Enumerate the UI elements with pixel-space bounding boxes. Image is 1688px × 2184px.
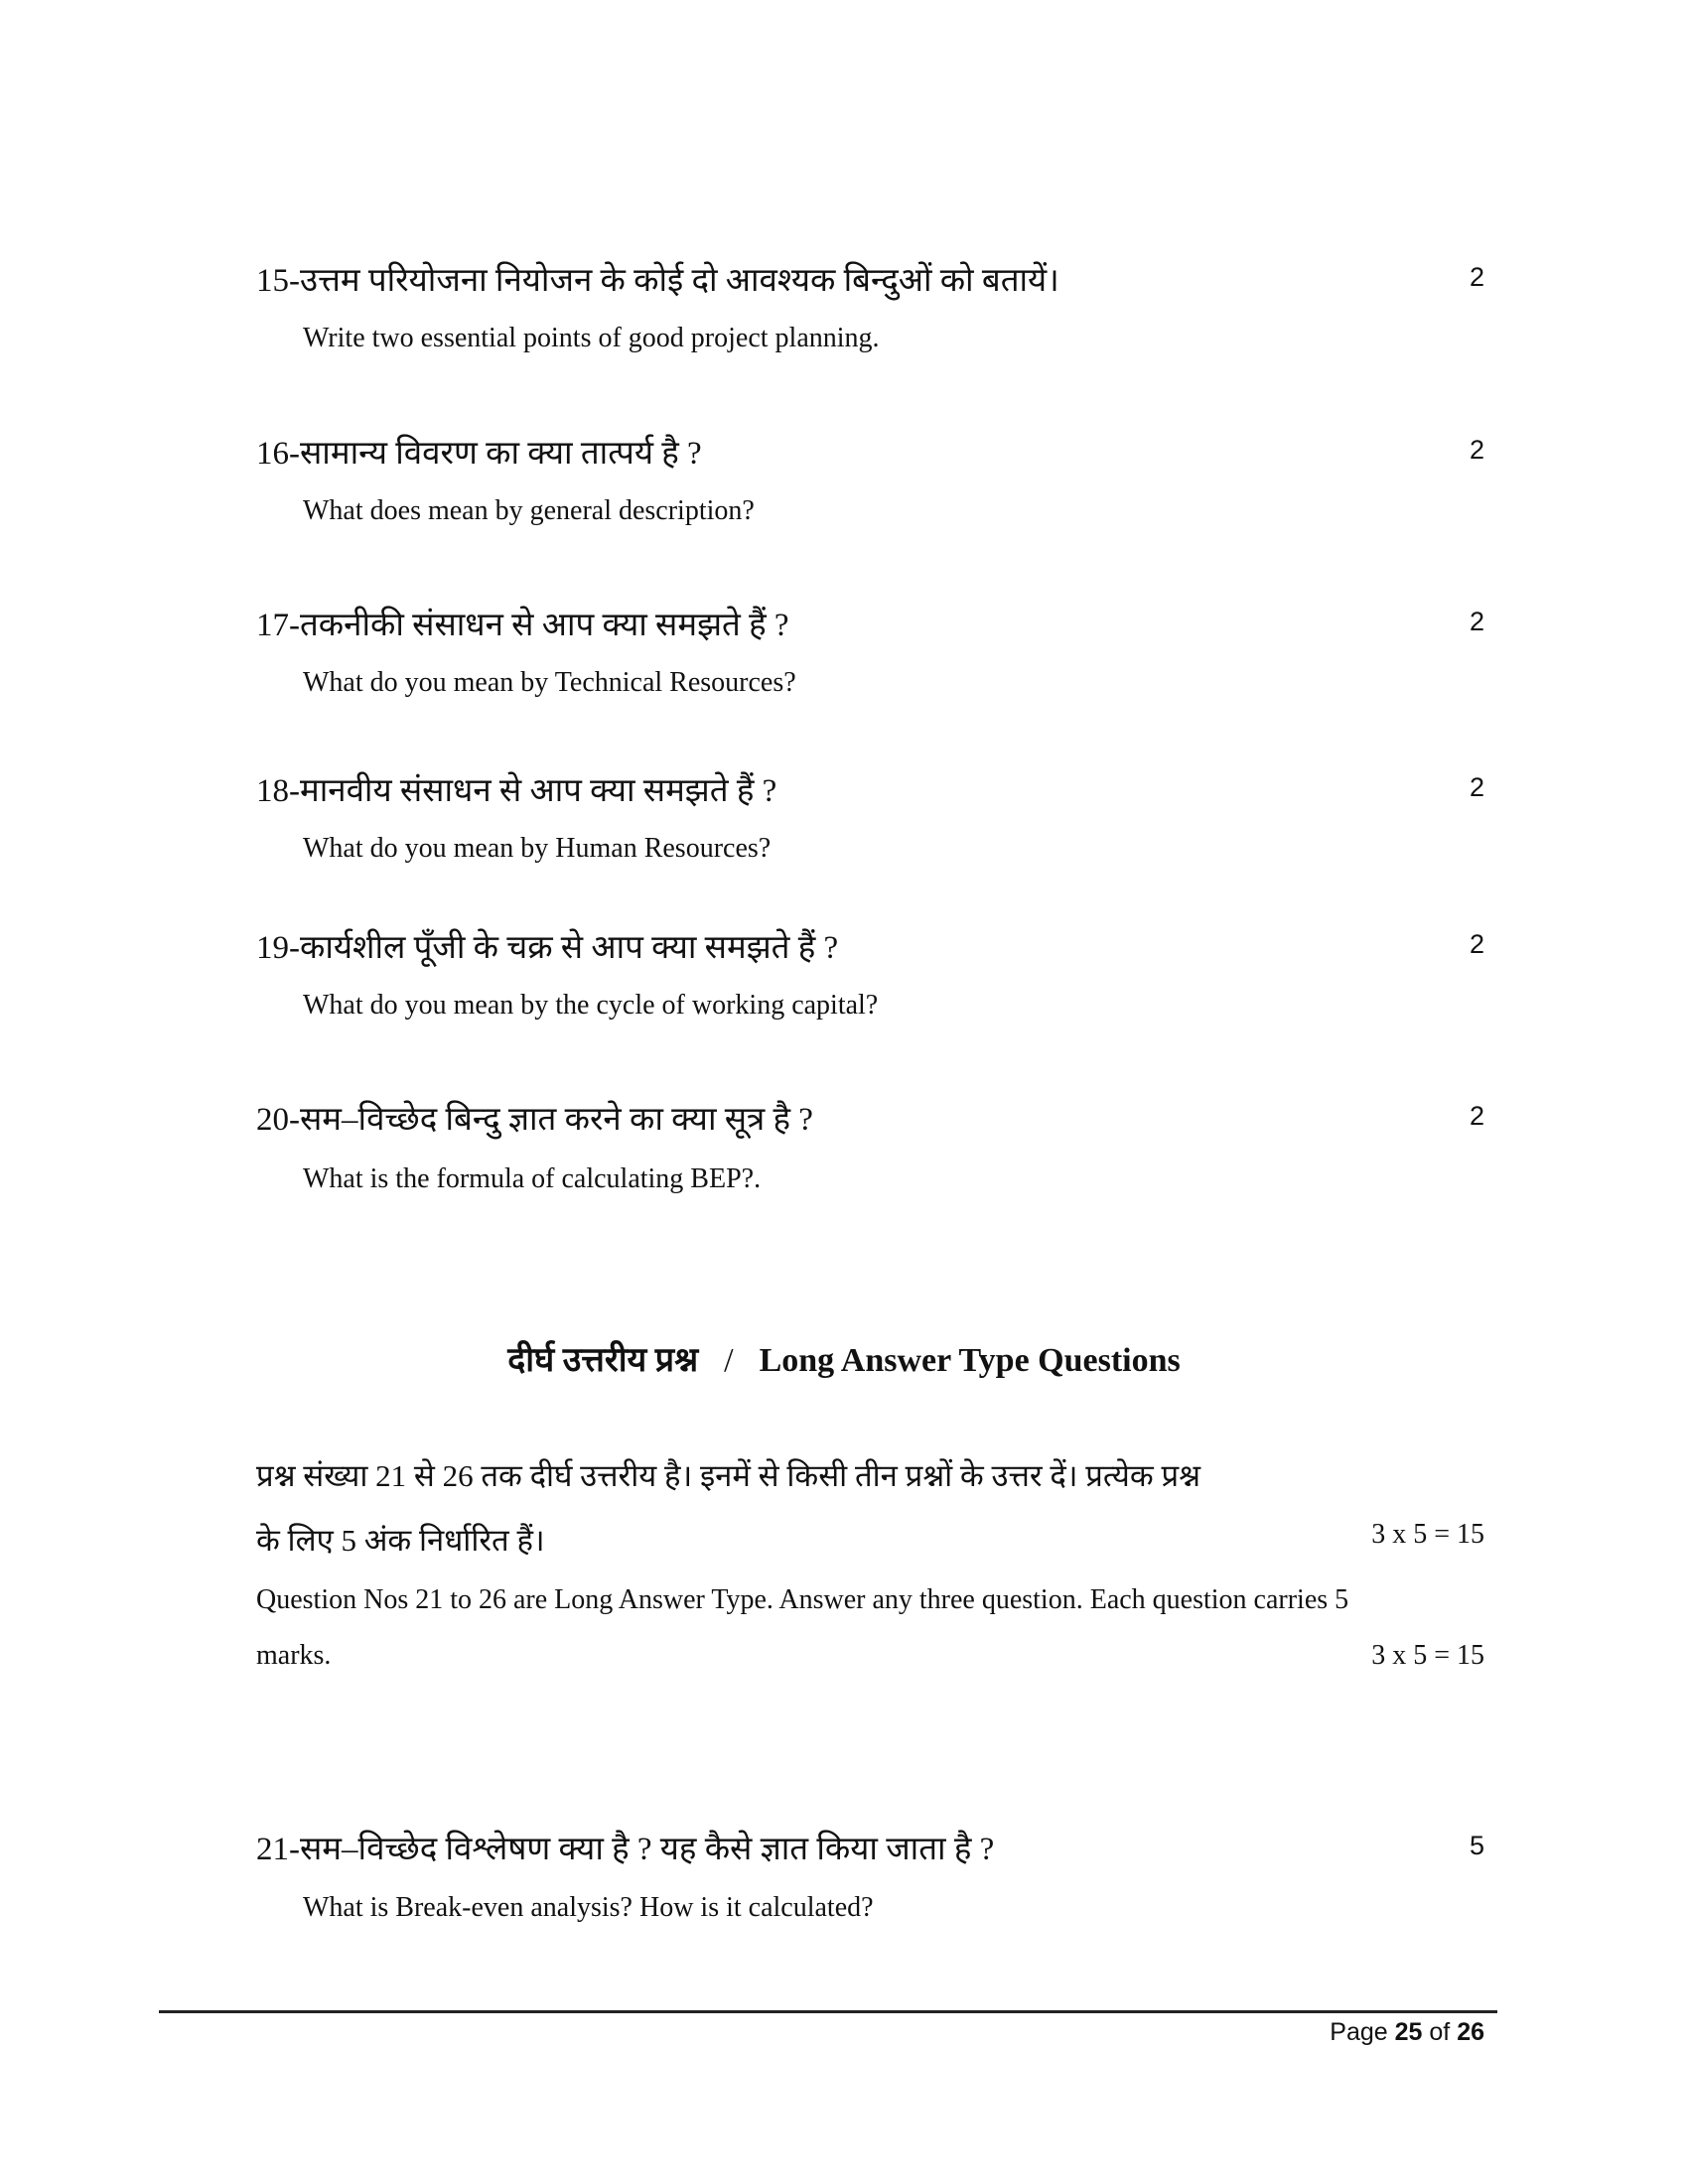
page-label: Page xyxy=(1330,2018,1388,2046)
instruction-english-line2: marks. xyxy=(256,1640,332,1671)
question-hindi: 18-मानवीय संसाधन से आप क्या समझते हैं ? xyxy=(256,773,777,809)
question-hindi: 15-उत्तम परियोजना नियोजन के कोई दो आवश्यक बिन्दुओं को बतायें। xyxy=(256,263,1059,299)
question-marks: 5 xyxy=(1469,1831,1484,1860)
page-number xyxy=(1330,2018,1484,2047)
of-label: of xyxy=(1429,2018,1451,2046)
question-hindi: 19-कार्यशील पूँजी के चक्र से आप क्या समझते हैं ? xyxy=(256,930,839,966)
marks-formula: 3 x 5 = 15 xyxy=(1371,1519,1484,1550)
question-hindi: 16-सामान्य विवरण का क्या तात्पर्य है ? xyxy=(256,436,702,472)
question-marks: 2 xyxy=(1469,929,1484,959)
footer-divider xyxy=(159,2010,1497,2013)
question-english: What do you mean by Technical Resources? xyxy=(303,667,796,698)
heading-separator: / xyxy=(724,1342,734,1379)
instruction-hindi-line1: प्रश्न संख्या 21 से 26 तक दीर्घ उत्तरीय है। इनमें से किसी तीन प्रश्नों के उत्तर दें। प्रत्येक प्रश्न xyxy=(256,1458,1201,1493)
question-marks: 2 xyxy=(1469,772,1484,802)
instruction-hindi-line2-row xyxy=(256,1519,1484,1561)
section-heading xyxy=(0,1335,1688,1381)
page-current: 25 xyxy=(1394,2018,1423,2046)
question-hindi: 21-सम–विच्छेद विश्लेषण क्या है ? यह कैसे ज्ञात किया जाता है ? xyxy=(256,1832,995,1867)
question-hindi: 17-तकनीकी संसाधन से आप क्या समझते हैं ? xyxy=(256,608,789,643)
question-english: What do you mean by the cycle of working capital? xyxy=(303,990,879,1021)
question-english: What do you mean by Human Resources? xyxy=(303,833,772,864)
instruction-english-line2-row xyxy=(256,1640,1484,1672)
question-marks: 2 xyxy=(1469,1101,1484,1131)
question-marks: 2 xyxy=(1469,435,1484,465)
question-marks: 2 xyxy=(1469,262,1484,292)
marks-formula: 3 x 5 = 15 xyxy=(1371,1640,1484,1671)
question-english: What does mean by general description? xyxy=(303,495,755,526)
question-english: What is Break-even analysis? How is it calculated? xyxy=(303,1892,874,1923)
question-hindi: 20-सम–विच्छेद बिन्दु ज्ञात करने का क्या सूत्र है ? xyxy=(256,1102,813,1138)
question-english: What is the formula of calculating BEP?. xyxy=(303,1163,762,1194)
instruction-hindi-line2: के लिए 5 अंक निर्धारित हैं। xyxy=(256,1523,545,1558)
question-marks: 2 xyxy=(1469,607,1484,636)
question-english: Write two essential points of good project planning. xyxy=(303,323,880,353)
section-heading-english: Long Answer Type Questions xyxy=(759,1342,1181,1379)
section-heading-hindi: दीर्घ उत्तरीय प्रश्न xyxy=(507,1342,699,1379)
page-total: 26 xyxy=(1457,2018,1484,2046)
instruction-english-line1: Question Nos 21 to 26 are Long Answer Type. Answer any three question. Each question carries 5 xyxy=(256,1584,1349,1615)
